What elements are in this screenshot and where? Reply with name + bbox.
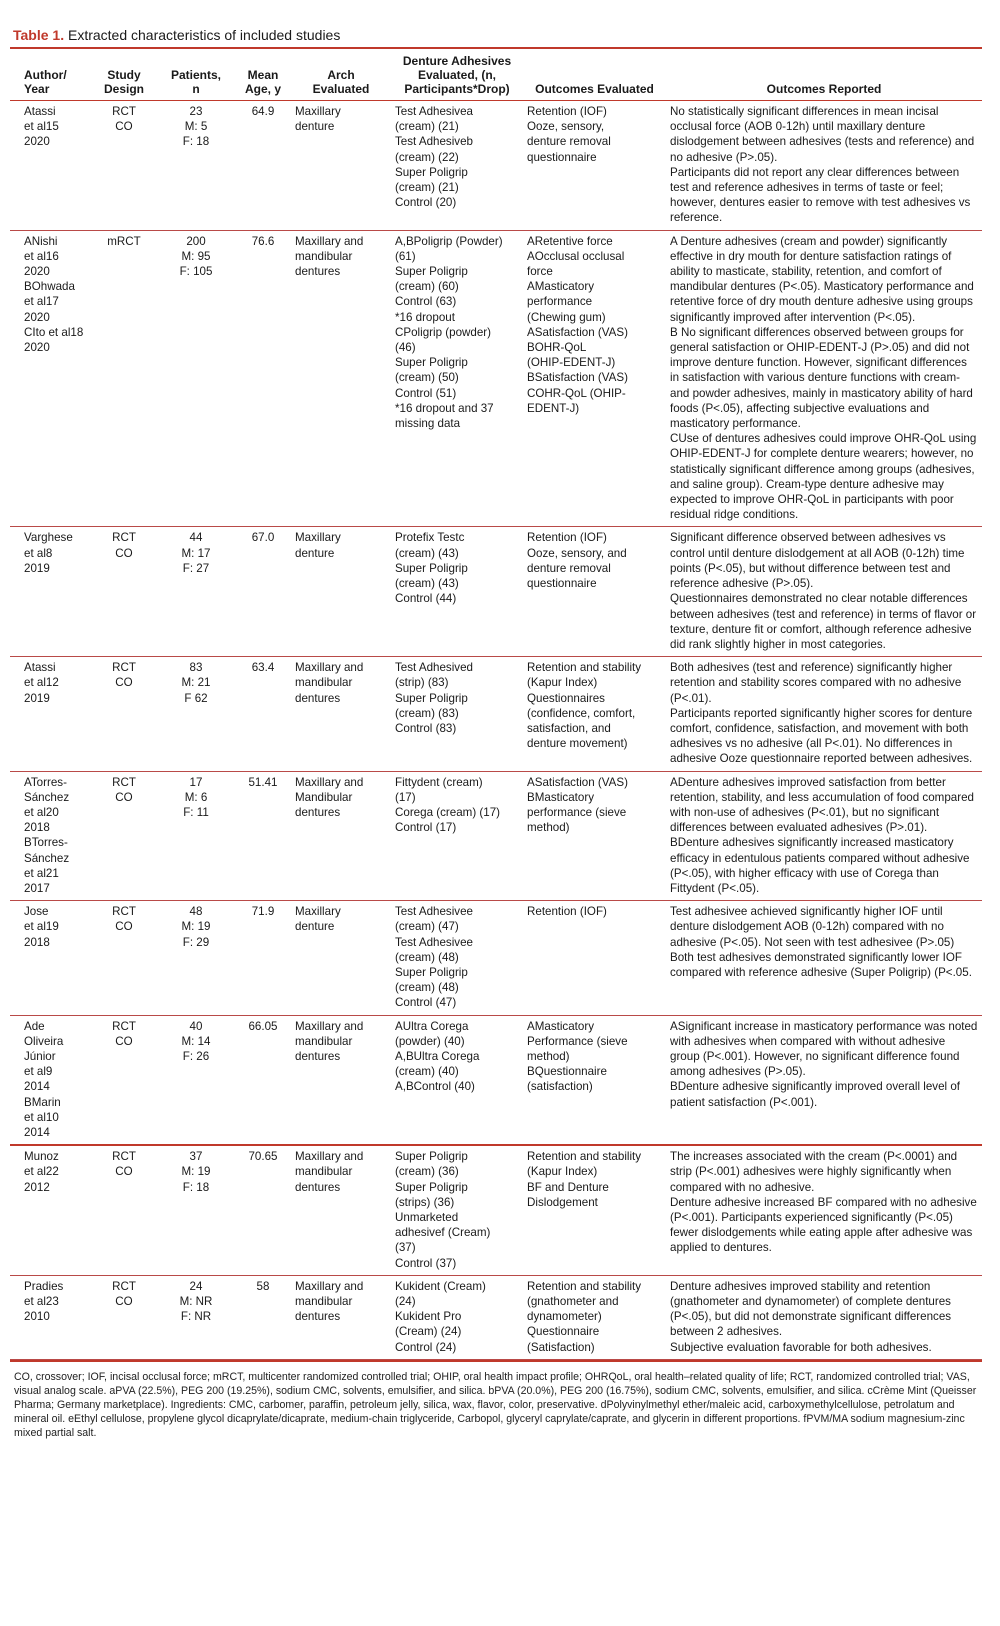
outcomes-evaluated-cell: AMasticatory Performance (sieve method) BQuestionnaire (satisfaction) bbox=[527, 1019, 628, 1094]
header-patients: Patients, n bbox=[170, 68, 221, 96]
outcomes-evaluated-cell: ARetentive force AOcclusal occlusal force AMasticatory performance (Chewing gum) ASatisfaction (VAS) BOHR-QoL (OHIP-EDENT-J) BSatisfaction (VAS) COHR-QoL (OHIP- EDENT-J) bbox=[527, 234, 628, 415]
adhesives-cell: Protefix Testc (cream) (43) Super Poligrip (cream) (43) Control (44) bbox=[395, 531, 468, 606]
outcomes-reported-cell: Both adhesives (test and reference) significantly higher retention and stability scores compared with no adhesive (P<.01). Participants reported significantly higher scores for denture comfort, confidence, satisfaction, and movement with both adhesives vs no adhesive (all P<.01). No differences in adhesive Ooze questionnaire reported between adhesives. bbox=[670, 661, 973, 766]
patients-cell: 23 M: 5 F: 18 bbox=[182, 105, 210, 149]
patients-cell: 37 M: 19 F: 18 bbox=[181, 1150, 211, 1194]
author-cell: Varghese et al8 2019 bbox=[24, 531, 73, 575]
adhesives-cell: Test Adhesived (strip) (83) Super Poligrip (cream) (83) Control (83) bbox=[395, 661, 473, 735]
age-cell: 64.9 bbox=[251, 105, 275, 118]
table-row bbox=[10, 101, 982, 231]
arch-cell: Maxillary and mandibular dentures bbox=[295, 1279, 364, 1324]
adhesives-cell: Kukident (Cream) (24) Kukident Pro (Cream) (24) Control (24) bbox=[395, 1279, 486, 1354]
adhesives-cell: A,BPoligrip (Powder) (61) Super Poligrip (cream) (60) Control (63) *16 dropout CPoligrip (powder) (46) Super Poligrip (cream) (50) Control (51) *16 dropout and 37 missing data bbox=[395, 234, 503, 431]
outcomes-reported-cell: No statistically significant differences in mean incisal occlusal force (AOB 0-12h) until maxillary denture dislodgement between adhesives (tests and reference) and no adhesive (P>.05). Participants did not report any clear differences between test and reference adhesives in terms of taste or feel; however, dentures easier to remove with test adhesives vs reference. bbox=[670, 105, 975, 225]
outcomes-reported-cell: Test adhesivee achieved significantly higher IOF until denture dislodgement AOB (0-12h) compared with no adhesive (P<.05). Not seen with test adhesivee (P>.05) Both test adhesives demonstrated significantly lower IOF compared with reference adhesive (Super Poligrip) (P<.05. bbox=[670, 905, 972, 979]
table-row bbox=[10, 230, 982, 527]
design-cell: RCT CO bbox=[112, 1019, 136, 1048]
header-adhesives: Denture Adhesives Evaluated, (n, Participants*Drop) bbox=[402, 54, 512, 96]
table-row bbox=[10, 527, 982, 657]
arch-cell: Maxillary denture bbox=[295, 905, 341, 934]
table-row bbox=[10, 1015, 982, 1145]
adhesives-cell: Test Adhesivee (cream) (47) Test Adhesivee (cream) (48) Super Poligrip (cream) (48) Control (47) bbox=[395, 905, 473, 1010]
table-title: Extracted characteristics of included studies bbox=[67, 27, 341, 43]
studies-table bbox=[10, 49, 982, 1360]
arch-cell: Maxillary and Mandibular dentures bbox=[295, 775, 364, 819]
table-page bbox=[10, 24, 982, 1440]
table-row bbox=[10, 771, 982, 901]
adhesives-cell: AUltra Corega (powder) (40) A,BUltra Corega (cream) (40) A,BControl (40) bbox=[395, 1019, 480, 1094]
design-cell: RCT CO bbox=[112, 105, 136, 134]
author-cell: Pradies et al23 2010 bbox=[24, 1279, 64, 1324]
design-cell: RCT CO bbox=[112, 775, 136, 804]
outcomes-reported-cell: Significant difference observed between adhesives vs control until denture dislodgement at all AOB (0-12h) time points (P<.05), but without difference between test and reference adhesive (P>.05). Questionnaires demonstrated no clear notable differences between adhesives (test and reference) in terms of flavor or texture, denture fit or comfort, although reference adhesive did rank slightly higher in most categories. bbox=[670, 531, 977, 651]
author-cell: Munoz et al22 2012 bbox=[24, 1150, 59, 1194]
outcomes-reported-cell: The increases associated with the cream (P<.0001) and strip (P<.001) adhesives were highly significantly when compared with no adhesive. Denture adhesive increased BF compared with no adhesive (P<.001). Participants experienced significantly (P<.05) fewer dislodgements while eating apple after adhesive was applied to dentures. bbox=[670, 1150, 977, 1255]
arch-cell: Maxillary denture bbox=[295, 531, 341, 560]
patients-cell: 200 M: 95 F: 105 bbox=[179, 234, 213, 279]
age-cell: 76.6 bbox=[251, 234, 275, 248]
table-row bbox=[10, 1275, 982, 1359]
outcomes-evaluated-cell: Retention (IOF) bbox=[527, 905, 607, 919]
outcomes-evaluated-cell: Retention (IOF) Ooze, sensory, denture removal questionnaire bbox=[527, 105, 611, 164]
outcomes-reported-cell: ADenture adhesives improved satisfaction from better retention, stability, and less accumulation of food compared with non-use of adhesives (P<.01), but no significant differences between evaluated adhesives (P>.01). BDenture adhesives significantly increased masticatory efficacy in edentulous patients compared without adhesive (P<.05), with higher efficacy with use of Corega than Fittydent (P<.05). bbox=[670, 775, 974, 895]
arch-cell: Maxillary and mandibular dentures bbox=[295, 1150, 364, 1194]
header-author: Author/ Year bbox=[24, 68, 67, 96]
table-caption bbox=[10, 24, 982, 47]
header-row bbox=[10, 49, 982, 101]
age-cell: 63.4 bbox=[251, 661, 275, 675]
patients-cell: 17 M: 6 F: 11 bbox=[183, 775, 209, 819]
author-cell: Atassi et al12 2019 bbox=[24, 661, 59, 705]
arch-cell: Maxillary and mandibular dentures bbox=[295, 1019, 364, 1063]
adhesives-cell: Super Poligrip (cream) (36) Super Poligrip (strips) (36) Unmarketed adhesivef (Cream) (37) Control (37) bbox=[395, 1150, 491, 1270]
patients-cell: 83 M: 21 F 62 bbox=[181, 661, 211, 705]
author-cell: ATorres- Sánchez et al20 2018 BTorres- Sánchez et al21 2017 bbox=[24, 775, 70, 895]
outcomes-reported-cell: ASignificant increase in masticatory performance was noted with adhesives when compared with without adhesive group (P<.001). However, no significant difference found among adhesives (P>.05). BDenture adhesive significantly improved overall level of patient satisfaction (P<.001). bbox=[670, 1019, 978, 1109]
arch-cell: Maxillary and mandibular dentures bbox=[295, 234, 364, 279]
table-row bbox=[10, 901, 982, 1015]
header-arch: Arch Evaluated bbox=[312, 68, 370, 96]
outcomes-reported-cell: Denture adhesives improved stability and retention (gnathometer and dynamometer) of complete dentures (P<.05), but did not demonstrate significant differences between 2 adhesives. Subjective evaluation favorable for both adhesives. bbox=[670, 1279, 952, 1354]
design-cell: RCT CO bbox=[112, 531, 136, 560]
header-design: Study Design bbox=[103, 68, 144, 96]
age-cell: 51.41 bbox=[248, 775, 278, 789]
age-cell: 67.0 bbox=[251, 531, 275, 545]
header-age: Mean Age, y bbox=[244, 68, 281, 96]
design-cell: RCT CO bbox=[112, 1150, 136, 1179]
arch-cell: Maxillary and mandibular dentures bbox=[295, 661, 364, 705]
design-cell: RCT CO bbox=[112, 905, 136, 934]
outcomes-evaluated-cell: ASatisfaction (VAS) BMasticatory performance (sieve method) bbox=[527, 775, 628, 835]
outcomes-evaluated-cell: Retention and stability (Kapur Index) BF and Denture Dislodgement bbox=[527, 1150, 642, 1209]
table-label: Table 1. bbox=[13, 27, 65, 43]
author-cell: Ade Oliveira Júnior et al9 2014 BMarin et al10 2014 bbox=[24, 1019, 64, 1139]
outcomes-reported-cell: A Denture adhesives (cream and powder) significantly effective in dry mouth for denture satisfaction ratings of ability to masticate, stability, retention, and comfort of mandibular dentures (P<.05). Masticatory performance and retentive force of dry mouth denture adhesive using groups significantly improved after intervention (P<.05). B No significant differences observed between groups for general satisfaction or OHIP-EDENT-J (P>.05) and did not improve denture function. However, significant differences in satisfaction with various denture functions with cream- and powder adhesives, mainly in masticatory ability of hard foods (P<.05), affecting subjective evaluations and masticatory performance. CUse of dentures adhesives could improve OHR-QoL using OHIP-EDENT-J for complete denture wearers; however, no statistically significant difference among groups (adhesives, and saline group). Cream-type denture adhesive may expected to improve OHR-QoL in participants with poor residual ridge conditions. bbox=[670, 234, 977, 522]
table-row bbox=[10, 1145, 982, 1275]
age-cell: 70.65 bbox=[248, 1150, 278, 1164]
patients-cell: 40 M: 14 F: 26 bbox=[181, 1019, 211, 1063]
age-cell: 66.05 bbox=[248, 1019, 278, 1033]
outcomes-evaluated-cell: Retention and stability (gnathometer and dynamometer) Questionnaire (Satisfaction) bbox=[527, 1279, 642, 1354]
age-cell: 58 bbox=[256, 1279, 270, 1293]
design-cell: mRCT bbox=[107, 234, 141, 248]
outcomes-evaluated-cell: Retention and stability (Kapur Index) Questionnaires (confidence, comfort, satisfaction, and denture movement) bbox=[527, 661, 642, 751]
header-outcomes-evaluated: Outcomes Evaluated bbox=[535, 82, 654, 96]
adhesives-cell: Test Adhesivea (cream) (21) Test Adhesiveb (cream) (22) Super Poligrip (cream) (21) Control (20) bbox=[395, 105, 473, 210]
author-cell: ANishi et al16 2020 BOhwada et al17 2020 CIto et al18 2020 bbox=[24, 234, 84, 355]
table-footnote: CO, crossover; IOF, incisal occlusal force; mRCT, multicenter randomized controlled trial; OHIP, oral health impact profile; OHRQoL, oral health–related quality of life; RCT, randomized controlled trial; VAS, visual analog scale. aPVA (22.5%), PEG 200 (19.25%), sodium CMC, solvents, emulsifier, and silica. bPVA (20.0%), PEG 200 (16.75%), sodium CMC, solvents, emulsifier, and silica. cCrème Mint (Queisser Pharma; Germany marketplace). Ingredients: CMC, carbomer, paraffin, petroleum jelly, silica, wax, flavor, color, preservative. dPolyvinylmethyl ether/maleic acid, carboxymethylcellulose, petrolatum and mineral oil. eEthyl cellulose, propylene glycol dicaprylate/dicaprate, medium-chain triglyceride, Carbopol, glyceryl caprylate/caprate, and glycerin in different proportions. fPVM/MA sodium magnesium-zinc mixed partial salt. bbox=[14, 1370, 977, 1439]
author-cell: Jose et al19 2018 bbox=[24, 905, 59, 949]
age-cell: 71.9 bbox=[251, 905, 275, 919]
patients-cell: 48 M: 19 F: 29 bbox=[181, 905, 211, 949]
design-cell: RCT CO bbox=[112, 661, 136, 690]
adhesives-cell: Fittydent (cream) (17) Corega (cream) (17) Control (17) bbox=[395, 775, 501, 835]
table-row bbox=[10, 657, 982, 771]
header-outcomes-reported: Outcomes Reported bbox=[766, 82, 882, 96]
patients-cell: 44 M: 17 F: 27 bbox=[181, 531, 211, 575]
design-cell: RCT CO bbox=[112, 1279, 136, 1309]
patients-cell: 24 M: NR F: NR bbox=[179, 1279, 213, 1324]
arch-cell: Maxillary denture bbox=[295, 105, 341, 134]
outcomes-evaluated-cell: Retention (IOF) Ooze, sensory, and denture removal questionnaire bbox=[527, 531, 627, 591]
author-cell: Atassi et al15 2020 bbox=[24, 105, 59, 149]
